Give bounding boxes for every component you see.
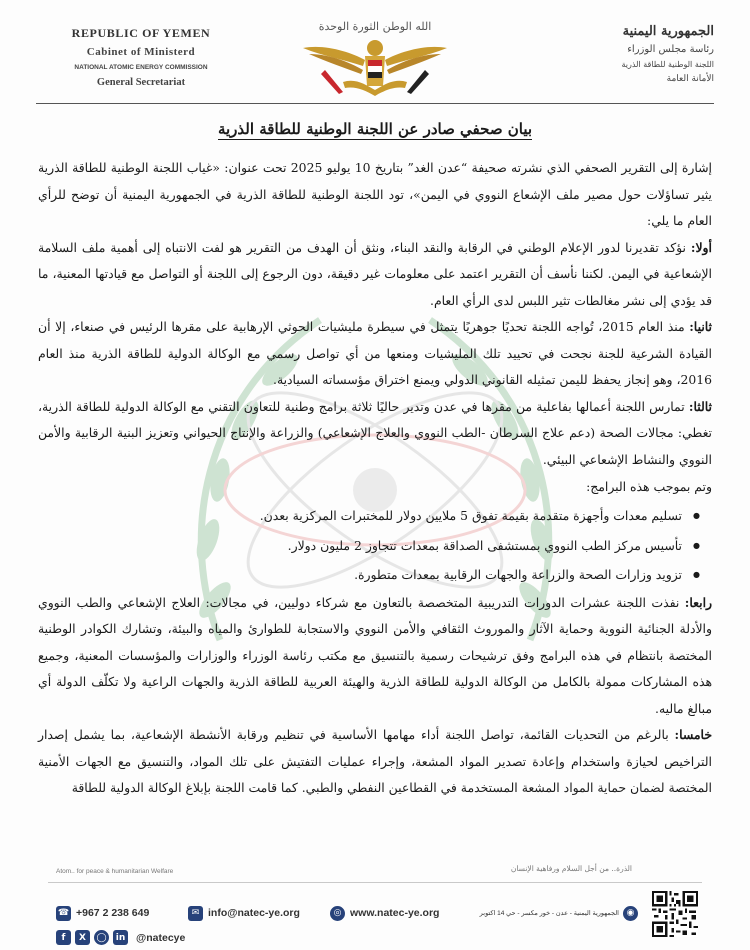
header-arabic-block [564,24,714,84]
republic-name-ar: الجمهورية اليمنية [622,24,714,39]
section-label: رابعا: [684,594,712,610]
footer-slogan-ar: الذرة.. من أجل السلام ورفاهية الإنسان [510,864,632,873]
programs-lead: وتم بموجب هذه البرامج: [586,479,712,494]
statement-body [38,155,712,802]
social-handle: @natecye [136,931,186,944]
globe-icon: ◎ [330,906,345,921]
footer-email[interactable] [188,905,300,921]
footer-social-links [56,930,185,945]
facebook-icon[interactable]: f [56,930,71,945]
section-first [38,235,712,315]
linkedin-icon[interactable]: in [113,930,128,945]
section-label: ثالثا: [688,398,712,414]
yemen-eagle-emblem [295,8,455,100]
footer-email-address: info@natec-ye.org [208,907,300,919]
section-label: خامسا: [674,727,712,742]
footer-website[interactable] [330,905,439,921]
location-pin-icon: ◉ [623,906,638,921]
section-fifth [38,722,712,802]
commission-name-ar: اللجنة الوطنية للطاقة الذرية [621,60,714,69]
section-third [38,394,712,474]
footer-phone[interactable] [56,905,149,921]
cabinet-name-ar: رئاسة مجلس الوزراء [627,44,714,55]
section-text: تمارس اللجنة أعمالها بفاعلية من مقرها في عدن وتدير حاليًا ثلاثة برامج وطنية للتعاون التقني مع الوكالة الدولية للطاقة الذرية، تغطي: مجالات الصحة (دعم علاج السرطان -الطب النووي والعلاج الإشعاعي) والزراعة والإنتاج الحيواني وتعزيز البنية الرقابية والأمن النووي والنشاط الإشعاعي البيئي. [38,398,712,467]
list-item: ● تأسيس مركز الطب النووي بمستشفى الصداقة بمعدات تتجاوز 2 مليون دولار. [38,531,682,561]
list-item: ● تسليم معدات وأجهزة متقدمة بقيمة تفوق 5 ملايين دولار للمختبرات المركزية بعدن. [38,501,682,531]
x-icon[interactable]: X [75,930,90,945]
footer-website-url: www.natec-ye.org [350,907,440,919]
footer-slogan-en: Atom.. for peace & humanitarian Welfare [56,868,174,875]
email-icon: ✉ [188,906,203,921]
section-text: بالرغم من التحديات القائمة، تواصل اللجنة أداء مهامها الأساسية في تنظيم ورقابة الأنشطة الإشعاعية، بما يشمل إصدار التراخيص لحيازة واستخدام وإعادة تصدير المواد المشعة، وإجراء عمليات التفتيش على تلك المواد، والتنسيق مع الجهات الأمنية المختصة لضمان حماية المواد المشعة المستخدمة في القطاعين النفطي والطبي. كما قامت اللجنة بإبلاغ الوكالة الدولية للطاقة [38,727,712,795]
republic-name-en: REPUBLIC OF YEMEN [71,26,211,40]
cabinet-name-en: Cabinet of Ministerd [86,46,196,58]
section-fourth [38,590,712,723]
list-item: ● تزويد وزارات الصحة والزراعة والجهات الرقابية بمعدات متطورة. [38,560,682,590]
section-text: نؤكد تقديرنا لدور الإعلام الوطني في الرقابة والنقد البناء، ونثق أن الهدف من التقرير هو لفت الانتباه إلى أهمية ملف السلامة الإشعاعية في اليمن. لكننا نأسف أن التقرير اعتمد على معلومات غير دقيقة، دون الرجوع إلى اللجنة أو التواصل مع قيادتها المعنية، ما قد يؤدي إلى نشر مغالطات تثير اللبس لدى الرأي العام. [38,239,712,308]
footer-phone-number: +967 2 238 649 [76,907,150,919]
intro-paragraph: إشارة إلى التقرير الصحفي الذي نشرته صحيفة “عدن الغد” بتاريخ 10 يوليو 2025 تحت عنوان: «غياب اللجنة الوطنية للطاقة الذرية يثير تساؤلات حول مصير ملف الإشعاع النووي في اليمن»، تود اللجنة الوطنية للطاقة الذرية في الجمهورية اليمنية أن توضح للرأي العام ما يلي: [38,160,712,228]
commission-name-en: NATIONAL ATOMIC ENERGY COMMISSION [74,64,208,71]
section-label: ثانيا: [689,319,712,334]
footer-address [468,905,638,921]
footer-divider [48,882,702,883]
secretariat-name-ar: الأمانة العامة [666,74,714,84]
section-second [38,314,712,394]
header-english-block [36,26,246,88]
footer-address-text: الجمهورية اليمنية - عدن - خور مكسر - حي 14 اكتوبر [479,910,619,917]
instagram-icon[interactable]: ◯ [94,930,109,945]
section-label: أولا: [690,239,712,255]
programs-list [38,501,712,590]
header-divider [36,103,714,104]
statement-title-text: بيان صحفي صادر عن اللجنة الوطنية للطاقة الذرية [217,120,533,138]
emblem-caption: الله الوطن الثورة الوحدة [318,20,432,33]
section-text: منذ العام 2015، تُواجه اللجنة تحديًا جوهريًا يتمثل في سيطرة مليشيات الحوثي الإرهابية على مقرها الرئيس في صنعاء، إلا أن القيادة الشرعية للجنة نجحت في تحييد تلك المليشيات ومنعها من أي تواصل رسمي مع الوكالة الدولية للطاقة الذرية منذ العام 2016، وهو إنجاز يحفظ لليمن تمثيله القانوني الدولي ويمنع اختراق مؤسساته السيادية. [38,319,712,387]
phone-icon: ☎ [56,906,71,921]
statement-title [200,120,550,138]
section-text: نفذت اللجنة عشرات الدورات التدريبية المتخصصة بالتعاون مع شركاء دوليين، في مجالات: العلاج الإشعاعي والطب النووي والأدلة الجنائية النووية وحماية الآثار والموروث الثقافي والأمن النووي والاستجابة للطوارئ والمياه والبيئة، وتشارك الكوادر الوطنية المختصة بانتظام في هذه البرامج وفق ترشيحات رسمية بالتنسيق مع مكتب رئاسة الوزراء والوزارات والمؤسسات المعنية، وجميع هذه المشاركات ممولة بالكامل من الوكالة الدولية للطاقة الذرية والهيئة العربية للطاقة الذرية والجهات الراعية ولا تكلّف الدولة أي مبالغ ماليه. [38,594,712,716]
secretariat-name-en: General Secretariat [96,77,186,88]
qr-code[interactable] [652,891,698,937]
